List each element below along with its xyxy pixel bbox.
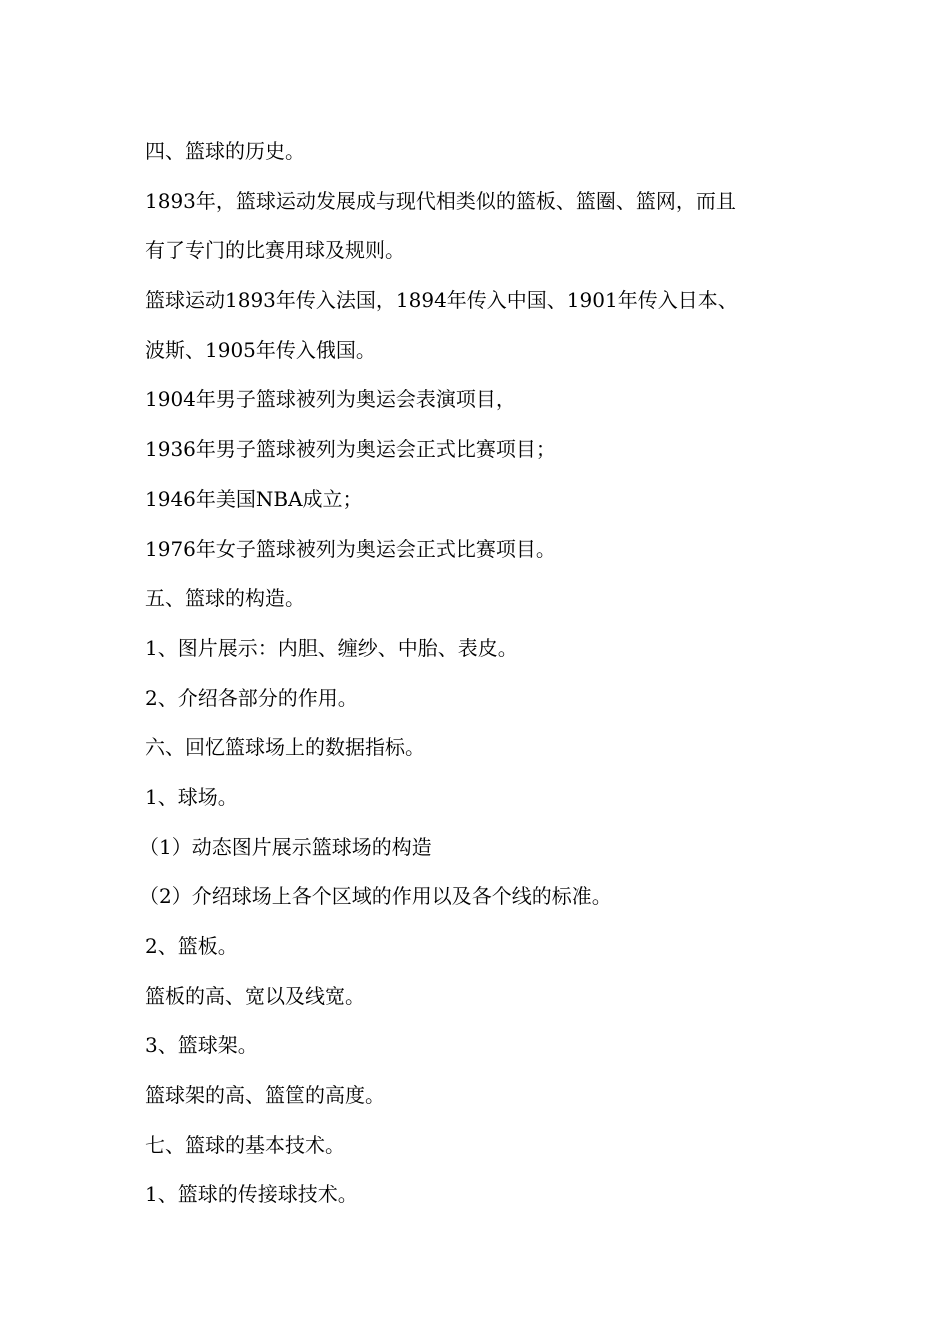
list-item: 1、图片展示：内胆、缠纱、中胎、表皮。 xyxy=(145,635,518,660)
list-item: 2、篮板。 xyxy=(145,934,238,958)
paragraph-line: 1893年，篮球运动发展成与现代相类似的篮板、篮圈、篮网，而且 xyxy=(145,188,736,213)
section-heading-history: 四、篮球的历史。 xyxy=(145,139,305,163)
paragraph-line: 1936年男子篮球被列为奥运会正式比赛项目； xyxy=(145,437,556,462)
list-item: 3、篮球架。 xyxy=(145,1033,258,1058)
list-item: 1、篮球的传接球技术。 xyxy=(145,1182,358,1207)
document-body xyxy=(139,131,825,1224)
paragraph-line: 篮球架的高、篮筐的高度。 xyxy=(145,1083,385,1108)
paragraph-line: 有了专门的比赛用球及规则。 xyxy=(145,238,405,263)
sub-list-item: （2）介绍球场上各个区域的作用以及各个线的标准。 xyxy=(139,884,612,909)
section-heading-structure: 五、篮球的构造。 xyxy=(145,586,305,611)
list-item: 2、介绍各部分的作用。 xyxy=(145,685,358,710)
section-heading-basic-skills: 七、篮球的基本技术。 xyxy=(145,1132,345,1157)
paragraph-line: 1946年美国NBA成立； xyxy=(145,486,363,511)
sub-list-item: （1）动态图片展示篮球场的构造 xyxy=(139,834,432,859)
paragraph-line: 1904年男子篮球被列为奥运会表演项目， xyxy=(145,387,516,412)
paragraph-line: 篮球运动1893年传入法国，1894年传入中国、1901年传入日本、 xyxy=(145,288,738,313)
paragraph-line: 波斯、1905年传入俄国。 xyxy=(145,337,376,362)
paragraph-line: 1976年女子篮球被列为奥运会正式比赛项目。 xyxy=(145,536,556,561)
paragraph-line: 篮板的高、宽以及线宽。 xyxy=(145,983,365,1008)
list-item: 1、球场。 xyxy=(145,784,238,809)
section-heading-court-data: 六、回忆篮球场上的数据指标。 xyxy=(145,735,425,760)
